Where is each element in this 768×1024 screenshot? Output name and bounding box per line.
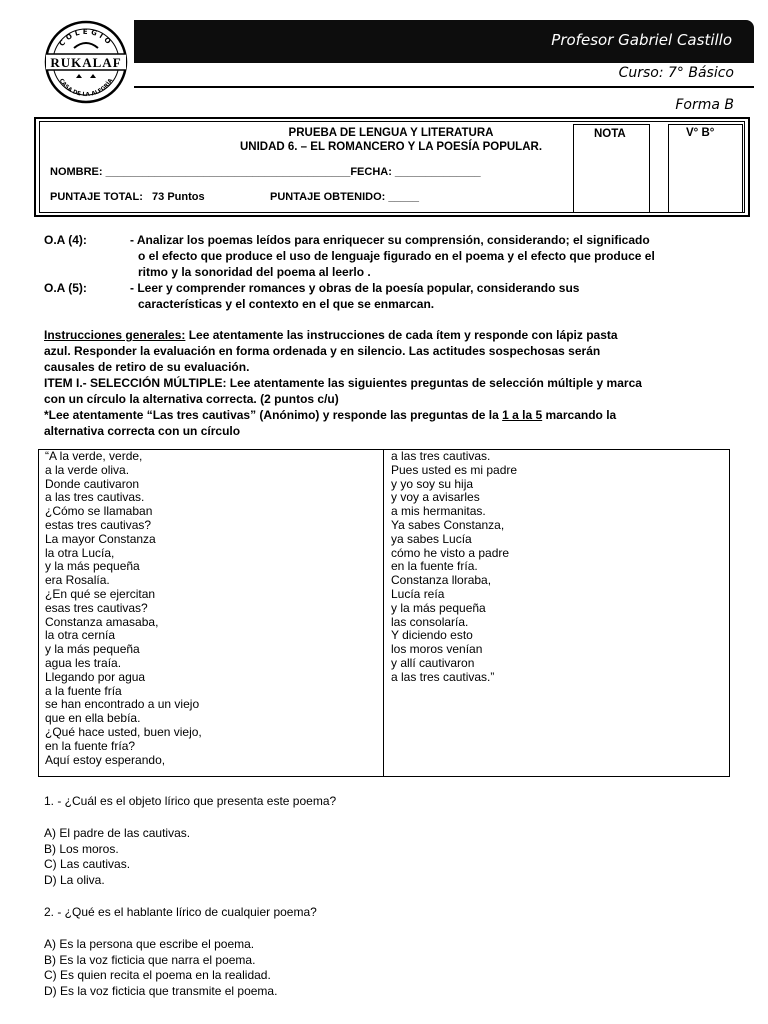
poem-line: a la verde oliva. bbox=[45, 462, 130, 477]
poem-line: estas tres cautivas? bbox=[45, 517, 152, 532]
poem-line: a la fuente fría bbox=[45, 683, 122, 698]
poem-line: la otra cernía bbox=[45, 628, 116, 643]
option[interactable]: A) El padre de las cautivas. bbox=[44, 825, 191, 840]
item-heading: ITEM I.- SELECCIÓN MÚLTIPLE: Lee atentamente las siguientes preguntas de selección múltiple y marca bbox=[44, 376, 642, 390]
poem-line: a las tres cautivas. bbox=[391, 449, 491, 463]
option[interactable]: C) Es quien recita el poema en la realidad. bbox=[44, 968, 271, 983]
option[interactable]: D) Es la voz ficticia que transmite el poema. bbox=[44, 984, 278, 999]
form-label: Forma B bbox=[675, 97, 734, 113]
poem-line: ¿Cómo se llamaban bbox=[45, 504, 153, 519]
poem-line: Donde cautivaron bbox=[45, 476, 140, 491]
question-prompt: 1. - ¿Cuál es el objeto lírico que presenta este poema? bbox=[44, 794, 337, 808]
header-stripe bbox=[134, 56, 754, 63]
poem-line: La mayor Constanza bbox=[45, 531, 156, 546]
poem-line: Constanza lloraba, bbox=[391, 573, 492, 588]
poem-line: y la más pequeña bbox=[45, 642, 140, 657]
svg-text:CASA DE LA ALEGRÍA bbox=[58, 77, 115, 98]
poem-line: a las tres cautivas.” bbox=[391, 669, 495, 684]
logo-bottom-text: CASA DE LA ALEGRÍA bbox=[57, 77, 115, 99]
teacher-name: Profesor Gabriel Castillo bbox=[551, 31, 732, 49]
poem-column-right bbox=[391, 450, 517, 685]
poem-line: agua les traía. bbox=[45, 655, 122, 670]
option[interactable]: B) Los moros. bbox=[44, 841, 119, 856]
poem-line: ¿Qué hace usted, buen viejo, bbox=[45, 724, 202, 739]
poem-column-left bbox=[45, 450, 202, 767]
poem-line: y voy a avisarles bbox=[391, 490, 480, 505]
nota-label: NOTA bbox=[594, 128, 626, 140]
poem-line: esas tres cautivas? bbox=[45, 600, 148, 615]
poem-line: y la más pequeña bbox=[45, 559, 140, 574]
objective-text: - Leer y comprender romances y obras de la poesía popular, considerando sus características y el contexto en el que se enmarcan. bbox=[130, 281, 580, 311]
question-1 bbox=[44, 794, 336, 889]
poem-line: y yo soy su hija bbox=[391, 476, 474, 491]
name-date-field: NOMBRE: ________________________________________FECHA: ______________ bbox=[50, 166, 481, 178]
option[interactable]: A) Es la persona que escribe el poema. bbox=[44, 936, 255, 951]
option[interactable]: B) Es la voz ficticia que narra el poema. bbox=[44, 952, 256, 967]
poem-line: la otra Lucía, bbox=[45, 545, 115, 560]
option[interactable]: C) Las cautivas. bbox=[44, 857, 131, 872]
objective-code: O.A (4): bbox=[44, 233, 87, 247]
poem-column-divider bbox=[383, 449, 384, 777]
instructions-heading: Instrucciones generales: bbox=[44, 328, 186, 342]
poem-line: Y diciendo esto bbox=[391, 628, 473, 643]
logo-name: RUKALAF bbox=[50, 55, 122, 70]
question-prompt: 2. - ¿Qué es el hablante lírico de cualquier poema? bbox=[44, 905, 317, 919]
question-2 bbox=[44, 905, 317, 1000]
poem-line: y allí cautivaron bbox=[391, 655, 475, 670]
poem-line: ya sabes Lucía bbox=[391, 531, 472, 546]
poem-line: era Rosalía. bbox=[45, 573, 110, 588]
objective-code: O.A (5): bbox=[44, 281, 87, 295]
poem-line: Llegando por agua bbox=[45, 669, 146, 684]
poem-line: a las tres cautivas. bbox=[45, 490, 145, 505]
poem-line: Lucía reía bbox=[391, 586, 445, 601]
exam-title: PRUEBA DE LENGUA Y LITERATURA UNIDAD 6. – EL ROMANCERO Y LA POESÍA POPULAR. bbox=[239, 127, 543, 153]
poem-line: en la fuente fría. bbox=[391, 559, 478, 574]
poem-line: las consolaría. bbox=[391, 614, 469, 629]
option[interactable]: D) La oliva. bbox=[44, 873, 105, 888]
school-logo bbox=[44, 20, 128, 104]
poem-line: Aquí estoy esperando, bbox=[45, 752, 166, 767]
total-score: PUNTAJE TOTAL: 73 Puntos bbox=[50, 191, 205, 203]
poem-line: los moros venían bbox=[391, 642, 483, 657]
course-label: Curso: 7° Básico bbox=[618, 65, 734, 81]
poem-line: cómo he visto a padre bbox=[391, 545, 510, 560]
course-underline bbox=[134, 86, 754, 88]
obtained-score: PUNTAJE OBTENIDO: _____ bbox=[270, 191, 419, 203]
poem-line: y la más pequeña bbox=[391, 600, 486, 615]
poem-line: ¿En qué se ejercitan bbox=[45, 586, 156, 601]
svg-text:COLEGIO bbox=[58, 28, 114, 48]
poem-line: Pues usted es mi padre bbox=[391, 462, 518, 477]
poem-line: que en ella bebía. bbox=[45, 711, 141, 726]
poem-line: a mis hermanitas. bbox=[391, 504, 486, 519]
logo-top-text: COLEGIO bbox=[57, 27, 115, 48]
poem-line: “A la verde, verde, bbox=[45, 449, 143, 463]
poem-line: se han encontrado a un viejo bbox=[45, 697, 200, 712]
objective-text: - Analizar los poemas leídos para enriquecer su comprensión, considerando; el significado o el efecto que produce el uso de lenguaje figurado en el poema y el efecto que produce el ritmo y la sonoridad del poema al leerlo . bbox=[130, 233, 655, 279]
poem-line: en la fuente fría? bbox=[45, 738, 136, 753]
poem-line: Constanza amasaba, bbox=[45, 614, 159, 629]
instructions: Instrucciones generales: Lee atentamente las instrucciones de cada ítem y responde con lápiz pasta azul. Responder la evaluación en forma ordenada y en silencio. Las actitudes sospechosas serán causales de retiro de su evaluación. ITEM I.- SELECCIÓN MÚLTIPLE: Lee atentamente las siguientes preguntas de selección múltiple y marca con un círculo la alternativa correcta. (2 puntos c/u) *Lee atentamente “Las tres cautivas” (Anónimo) y responde las preguntas de la 1 a la 5 marcando la alternativa correcta con un círculo bbox=[44, 327, 734, 439]
vb-label: V° B° bbox=[686, 127, 715, 139]
poem-line: Ya sabes Constanza, bbox=[391, 517, 505, 532]
